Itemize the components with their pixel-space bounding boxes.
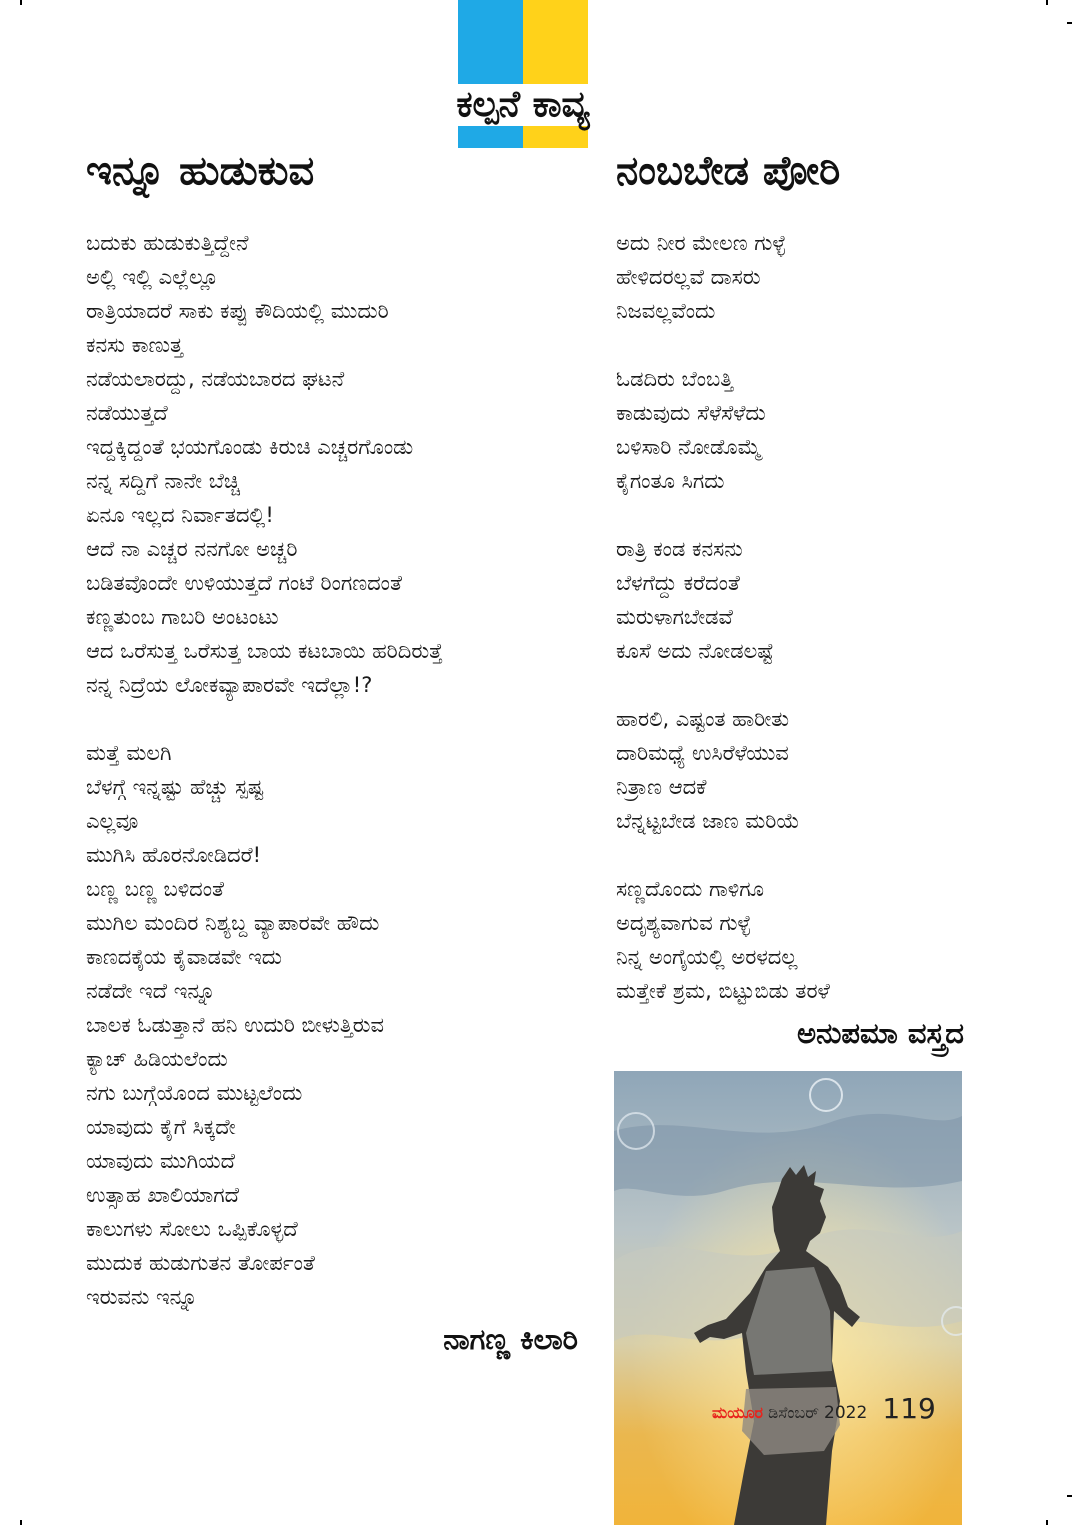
poem-left-line: ಬಾಲಕ ಓಡುತ್ತಾನೆ ಹನಿ ಉದುರಿ ಬೀಳುತ್ತಿರುವ	[86, 1013, 384, 1037]
poem-left-line: ನನ್ನ ನಿದ್ರೆಯ ಲೋಕವ್ಯಾಪಾರವೇ ಇದೆಲ್ಲಾ!?	[86, 673, 373, 697]
poem-right-author: ಅನುಪಮಾ ವಸ್ತ್ರದ	[796, 1016, 964, 1050]
poem-left-line: ಯಾವುದು ಮುಗಿಯದೆ	[86, 1149, 235, 1173]
crop-mark-bottom-left	[20, 1520, 22, 1525]
poem-right-line: ಮರುಳಾಗಬೇಡವೆ	[616, 605, 733, 629]
issue-month: ಡಿಸೆಂಬರ್	[768, 1403, 819, 1422]
poem-right-line: ಓಡದಿರು ಬೆಂಬತ್ತಿ	[616, 367, 734, 391]
bubble-child-photo	[614, 1071, 962, 1525]
poem-left-line: ನಡೆಯಲಾರದ್ದು, ನಡೆಯಬಾರದ ಘಟನೆ	[86, 367, 345, 391]
poem-left-line: ಏನೂ ಇಲ್ಲದ ನಿರ್ವಾತದಲ್ಲಿ!	[86, 503, 274, 527]
poem-left-line: ನಗು ಬುಗ್ಗೆಯೊಂದ ಮುಟ್ಟಲೆಂದು	[86, 1081, 303, 1105]
poem-left-line: ಬಣ್ಣ ಬಣ್ಣ ಬಳಿದಂತೆ	[86, 877, 224, 901]
crop-mark-top-right	[1046, 0, 1048, 5]
crop-mark-right-lower	[1067, 1495, 1072, 1497]
magazine-name: ಮಯೂರ	[712, 1403, 764, 1422]
poem-left-stanza-break	[86, 702, 443, 736]
poem-left-line: ಕ್ಯಾಚ್ ಹಿಡಿಯಲೆಂದು	[86, 1047, 228, 1071]
page-footer	[712, 1392, 936, 1426]
poem-left-lines	[86, 226, 443, 1314]
poem-right-stanza-break	[616, 838, 830, 872]
poem-left-line: ಆದೆ ನಾ ಎಚ್ಚರ ನನಗೋ ಅಚ್ಚರಿ	[86, 537, 298, 561]
poem-right-line: ಕೈಗಂತೂ ಸಿಗದು	[616, 469, 725, 493]
poem-left-title: ಇನ್ನೂ ಹುಡುಕುವ	[86, 148, 315, 194]
poem-left-line: ಕನಸು ಕಾಣುತ್ತ	[86, 333, 183, 357]
poem-right-line: ದಾರಿಮಧ್ಯೆ ಉಸಿರೆಳೆಯುವ	[616, 741, 789, 765]
poem-left-line: ಮತ್ತೆ ಮಲಗಿ	[86, 741, 172, 765]
issue-year: 2022	[824, 1403, 868, 1423]
poem-right-line: ರಾತ್ರಿ ಕಂಡ ಕನಸನು	[616, 537, 743, 561]
poem-left-author: ನಾಗಣ್ಣ ಕಿಲಾರಿ	[443, 1322, 578, 1356]
crop-mark-right-upper	[1067, 22, 1072, 24]
poem-right-line: ನಿನ್ನ ಅಂಗೈಯಲ್ಲಿ ಅರಳದಲ್ಲ	[616, 945, 798, 969]
poem-left-line: ಇರುವನು ಇನ್ನೂ	[86, 1285, 198, 1309]
poem-right-line: ಕೂಸೆ ಅದು ನೋಡಲಷ್ಟೆ	[616, 639, 774, 663]
poem-right-line: ಕಾಡುವುದು ಸೆಳೆಸೆಳೆದು	[616, 401, 766, 425]
section-title: ಕಲ್ಪನೆ ಕಾವ್ಯ	[456, 84, 590, 125]
poem-left-line: ಕಾಣದಕೈಯ ಕೈವಾಡವೇ ಇದು	[86, 945, 282, 969]
poem-right-line: ಹಾರಲಿ, ಎಷ್ಟಂತ ಹಾರೀತು	[616, 707, 790, 731]
poem-right-line: ಮತ್ತೇಕೆ ಶ್ರಮ, ಬಿಟ್ಟುಬಿಡು ತರಳೆ	[616, 979, 830, 1003]
poem-left-line: ಆದ ಒರೆಸುತ್ತ ಒರೆಸುತ್ತ ಬಾಯ ಕಟಬಾಯಿ ಹರಿದಿರುತ್ತೆ	[86, 639, 443, 663]
crop-mark-bottom-right	[1046, 1520, 1048, 1525]
poem-right-line: ಬೆನ್ನಟ್ಟಬೇಡ ಜಾಣ ಮರಿಯೆ	[616, 809, 800, 833]
poem-left-line: ಕಾಲುಗಳು ಸೋಲು ಒಪ್ಪಿಕೊಳ್ಳದೆ	[86, 1217, 298, 1241]
poem-right-title: ನಂಬಬೇಡ ಪೋರಿ	[616, 148, 841, 194]
poem-right-line: ಅದು ನೀರ ಮೇಲಣ ಗುಳ್ಳೆ	[616, 231, 786, 255]
poem-left-line: ಮುಗಿಲ ಮಂದಿರ ನಿಶ್ಯಬ್ದ ವ್ಯಾಪಾರವೇ ಹೌದು	[86, 911, 380, 935]
poem-right-line: ನಿತ್ರಾಣ ಆದಕೆ	[616, 775, 707, 799]
poem-left-line: ಕಣ್ಣತುಂಬ ಗಾಬರಿ ಅಂಟಂಟು	[86, 605, 279, 629]
poem-left-line: ಅಲ್ಲಿ ಇಲ್ಲಿ ಎಲ್ಲೆಲ್ಲೂ	[86, 265, 219, 289]
poem-left-line: ಉತ್ಸಾಹ ಖಾಲಿಯಾಗದೆ	[86, 1183, 239, 1207]
poem-right-line: ನಿಜವಲ್ಲವೆಂದು	[616, 299, 716, 323]
poem-right-stanza-break	[616, 668, 830, 702]
poem-right-lines	[616, 226, 830, 1008]
poem-right-line: ಬೆಳಗೆದ್ದು ಕರೆದಂತೆ	[616, 571, 740, 595]
poem-left-line: ನನ್ನ ಸದ್ದಿಗೆ ನಾನೇ ಬೆಚ್ಚಿ	[86, 469, 241, 493]
poem-left-line: ಮುಗಿಸಿ ಹೊರನೋಡಿದರೆ!	[86, 843, 261, 867]
poem-right-line: ಬಳಿಸಾರಿ ನೋಡೊಮ್ಮೆ	[616, 435, 762, 459]
poem-right-line: ಸಣ್ಣದೊಂದು ಗಾಳಿಗೂ	[616, 877, 765, 901]
poem-left-line: ಎಲ್ಲವೂ	[86, 809, 139, 833]
poem-right-stanza-break	[616, 328, 830, 362]
poem-left-line: ಬಡಿತವೊಂದೇ ಉಳಿಯುತ್ತದೆ ಗಂಟೆ ರಿಂಗಣದಂತೆ	[86, 571, 402, 595]
poem-left-line: ಮುದುಕ ಹುಡುಗುತನ ತೋರ್ಪಂತೆ	[86, 1251, 315, 1275]
crop-mark-top-left	[20, 0, 22, 5]
poem-left-line: ಯಾವುದು ಕೈಗೆ ಸಿಕ್ಕದೇ	[86, 1115, 236, 1139]
photo-illustration	[614, 1071, 962, 1525]
page-number: 119	[882, 1392, 936, 1425]
poem-right-line: ಅದೃಶ್ಯವಾಗುವ ಗುಳ್ಳೆ	[616, 911, 751, 935]
poem-right-stanza-break	[616, 498, 830, 532]
poem-left-line: ನಡೆಯುತ್ತದೆ	[86, 401, 168, 425]
poem-left-line: ಇದ್ದಕ್ಕಿದ್ದಂತೆ ಭಯಗೊಂಡು ಕಿರುಚಿ ಎಚ್ಚರಗೊಂಡು	[86, 435, 414, 459]
poem-left-line: ಬದುಕು ಹುಡುಕುತ್ತಿದ್ದೇನೆ	[86, 231, 249, 255]
poem-left-line: ರಾತ್ರಿಯಾದರೆ ಸಾಕು ಕಪ್ಪು ಕೌದಿಯಲ್ಲಿ ಮುದುರಿ	[86, 299, 389, 323]
poem-right-line: ಹೇಳಿದರಲ್ಲವೆ ದಾಸರು	[616, 265, 761, 289]
poem-left-line: ನಡೆದೇ ಇದೆ ಇನ್ನೂ	[86, 979, 216, 1003]
poem-left-line: ಬೆಳಗ್ಗೆ ಇನ್ನಷ್ಟು ಹೆಚ್ಚು ಸ್ಪಷ್ಟ	[86, 775, 264, 799]
